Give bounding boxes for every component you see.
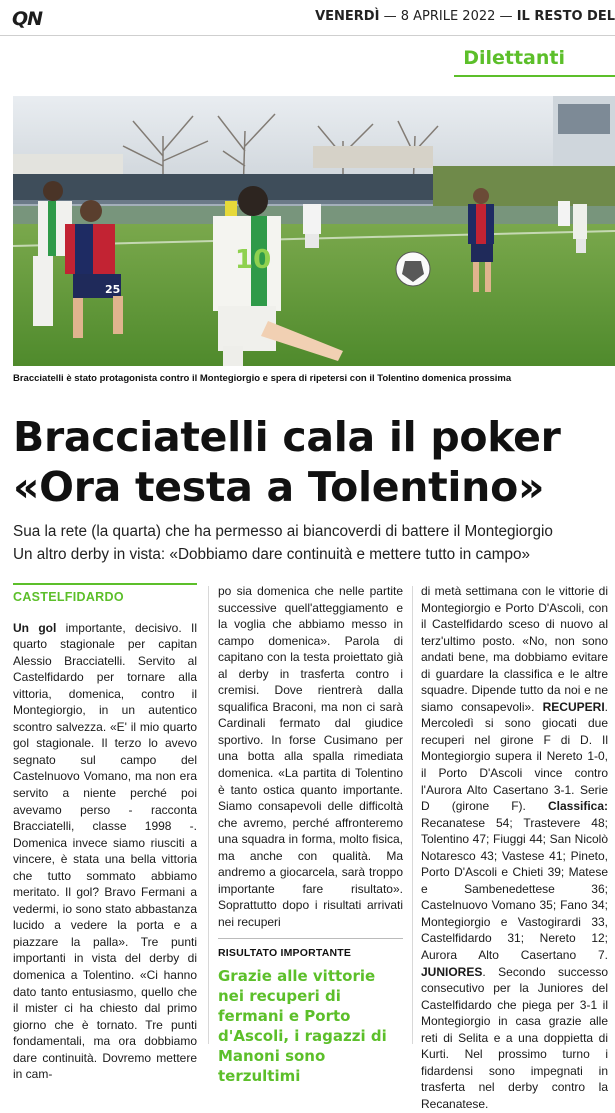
article-kicker: CASTELFIDARDO: [13, 583, 197, 612]
lead-bold: Un gol: [13, 620, 57, 635]
highlight-box-title: Grazie alle vittorie nei recuperi di fermani e Porto d'Ascoli, i ragazzi di Manoni sono terzultimi: [218, 967, 387, 1086]
section-rule: [454, 75, 615, 77]
match-photo: [13, 96, 615, 366]
article-lead-paragraph: [13, 620, 197, 1083]
column-3-standings: Recanatese 54; Trastevere 48; Tolentino 47; Fiuggi 44; San Nicolò Notaresco 43; Vastese 41; Pineto, Porto D'Ascoli e Chieti 39; Matese e Sambenedettese 36; Castelnuovo Vomano 35; Fano 34; Montegiorgio e Vastogirardi 33, Castelfidardo 31; Nereto 12; Aurora Alto Casertano 7.: [421, 815, 608, 963]
classifica-label: Classifica:: [547, 799, 608, 814]
dateline-paper-name: IL RESTO DEL: [516, 9, 615, 24]
article-column-1: [13, 583, 197, 1083]
article-column-3: [421, 583, 608, 1113]
column-3-part-a: di metà settimana con le vittorie di Montegiorgio e Porto D'Ascoli, con il Castelfidardo sceso di nuovo al terz'ultimo posto. «No, non sono andati bene, ma dobbiamo evitare di guardare la classifica e le altre squadre. Dipende tutto da noi e ne siamo consapevoli».: [421, 584, 608, 714]
column-2-text: po sia domenica che nelle partite successive quell'atteggiamento e la voglia che abbiamo messo in campo domenica». Parola di capitano con la testa proiettato già al derby in trasferta contro i cremisi. Dove rientrerà dalla squalifica Braconi, ma non ci sarà Cardinali fermato dal giudice sportivo. In forse Cusimano per una botta alla spalla rimediata domenica. «La partita di Tolentino è tanto ostica quanto importante. Siamo consapevoli delle difficoltà che avremo, perché affronteremo una squadra in forma, molto fisica, ma anche con qualità. Ma andremo a giocarcela, sarà troppo importante fare risultato». Soprattutto dopo i risultati arrivati nei recuperi: [218, 584, 403, 929]
juniores-label: JUNIORES: [421, 964, 483, 979]
dateline-separator-2: —: [499, 9, 513, 24]
section-title: Dilettanti: [463, 47, 565, 69]
headline-line-1: Bracciatelli cala il poker: [13, 413, 561, 461]
column-3-text: [421, 583, 608, 1113]
highlight-box: [218, 938, 403, 1086]
subheadline-1: Sua la rete (la quarta) che ha permesso ai biancoverdi di battere il Montegiorgio: [13, 523, 553, 540]
dateline-day: VENERDÌ: [315, 9, 380, 24]
photo-caption: Bracciatelli è stato protagonista contro il Montegiorgio e spera di ripetersi con il Tolentino domenica prossima: [13, 373, 512, 384]
dateline: [315, 9, 615, 24]
column-divider-2: [412, 586, 413, 1044]
dateline-separator: —: [383, 9, 397, 24]
article-column-2: [218, 583, 403, 1086]
column-3-part-c: . Mercoledì si sono giocati due recuperi nel girone F di D. Il Montegiorgio supera il Nereto 1-0, il Porto D'Ascoli vince contro l'Aurora Alto Casertano 3-1. Serie D (girone F).: [421, 699, 608, 814]
newspaper-logo: QN: [12, 8, 43, 30]
main-jersey-number: 10: [235, 245, 272, 275]
opponent-jersey-number: 25: [105, 283, 121, 296]
headline-line-2: «Ora testa a Tolentino»: [13, 463, 545, 511]
dateline-date: 8 APRILE 2022: [400, 9, 496, 24]
column-3-part-g: . Secondo successo consecutivo per la Juniores del Castelfidardo che piega per 3-1 il Montegiorgio in casa grazie alle reti di Selita e a una doppietta di Kurti. Nel prossimo turno i fidardensi sono impegnati in trasferta nel derby contro la Recanatese.: [421, 964, 608, 1111]
column-divider-1: [208, 586, 209, 1044]
subheadline-2: Un altro derby in vista: «Dobbiamo dare continuità e mettere tutto in campo»: [13, 546, 530, 563]
highlight-box-label: RISULTATO IMPORTANTE: [218, 947, 352, 960]
masthead-bar: [0, 0, 615, 36]
football-match-illustration: [13, 96, 615, 366]
column-1-text: importante, decisivo. Il quarto stagionale per capitan Alessio Bracciatelli. Servito al Castelfidardo per tornare alla vittoria, domenica, contro il Montegiorgio, in un autentico scontro salvezza. «E' il mio quarto gol stagionale. Il terzo lo avevo segnato sul campo del Castelnuovo Vomano, ma non era servito a niente perché poi avevamo perso - racconta Bracciatelli, classe 1998 -. Domenica invece siamo riusciti a vincere, è stata una bella vittoria che tutto sommato abbiamo meritato. Il gol? Bravo Fermani a vedermi, io sono stato abbastanza lucido a vedere la porta e a piazzare la palla». Tre punti importanti in vista del derby di domenica a Tolentino. «Ci hanno dato tanto entusiasmo, quello che il mister ci ha chiesto dal primo giorno che è tornato. Tre punti fondamentali, ma ora dobbiamo dare continuità. Dovremo mettere in cam-: [13, 620, 197, 1082]
headline: [13, 412, 613, 512]
recuperi-label: RECUPERI: [542, 699, 605, 714]
